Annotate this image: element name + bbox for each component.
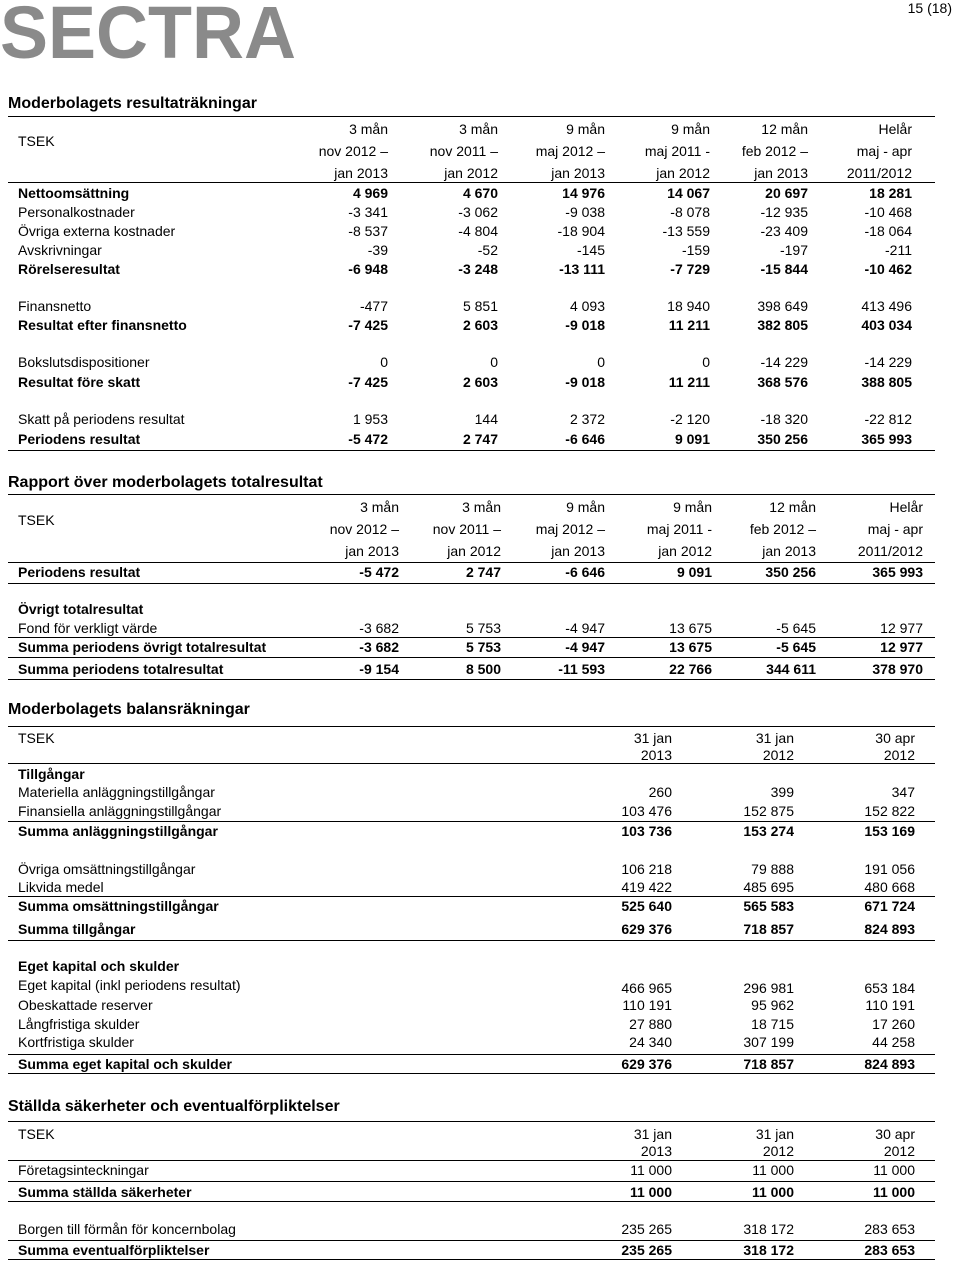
value-cell: 1 953 xyxy=(352,411,388,427)
column-header: 2013 xyxy=(640,1143,672,1159)
column-header: Helår xyxy=(889,499,923,515)
row-label: Eget kapital (inkl periodens resultat) xyxy=(18,977,241,993)
rule-line xyxy=(8,1240,935,1241)
row-label: Resultat efter finansnetto xyxy=(18,317,187,333)
value-cell: 382 805 xyxy=(757,317,808,333)
row-label: Summa tillgångar xyxy=(18,921,136,937)
value-cell: 152 875 xyxy=(743,803,794,819)
rule-line xyxy=(8,116,935,117)
section-title-resultat: Moderbolagets resultaträkningar xyxy=(8,95,257,112)
row-label: Resultat före skatt xyxy=(18,374,141,390)
value-cell: 12 977 xyxy=(880,620,923,636)
value-cell: -3 682 xyxy=(359,639,399,655)
value-cell: 485 695 xyxy=(743,879,794,895)
rule-line xyxy=(8,896,935,897)
column-header: maj 2012 – xyxy=(535,521,605,537)
rule-line xyxy=(8,940,935,941)
section-title-sakerheter: Ställda säkerheter och eventualförpliktelser xyxy=(8,1098,340,1115)
row-label: Övriga omsättningstillgångar xyxy=(18,861,196,877)
value-cell: -3 248 xyxy=(458,261,498,277)
value-cell: 14 976 xyxy=(562,185,605,201)
row-label: Summa eventualförpliktelser xyxy=(18,1242,210,1258)
value-cell: 2 372 xyxy=(569,411,605,427)
rule-line xyxy=(8,763,935,764)
sectra-logo xyxy=(0,2,300,64)
rule-line xyxy=(8,1181,935,1182)
value-cell: 419 422 xyxy=(621,879,672,895)
column-header: 31 jan xyxy=(633,730,672,746)
value-cell: -477 xyxy=(359,298,388,314)
unit-label: TSEK xyxy=(18,730,55,746)
row-label: Fond för verkligt värde xyxy=(18,620,158,636)
value-cell: 9 091 xyxy=(674,431,710,447)
column-header: jan 2012 xyxy=(444,165,498,181)
value-cell: 0 xyxy=(380,354,388,370)
value-cell: -159 xyxy=(681,242,710,258)
value-cell: -3 341 xyxy=(348,204,388,220)
value-cell: -3 062 xyxy=(458,204,498,220)
value-cell: 4 670 xyxy=(462,185,498,201)
value-cell: 671 724 xyxy=(864,898,915,914)
value-cell: -7 425 xyxy=(348,317,388,333)
column-header: maj 2011 - xyxy=(646,521,712,537)
value-cell: 18 940 xyxy=(667,298,710,314)
value-cell: 44 258 xyxy=(872,1034,915,1050)
column-header: 9 mån xyxy=(566,499,605,515)
value-cell: 283 653 xyxy=(864,1221,915,1237)
value-cell: 347 xyxy=(891,784,915,800)
value-cell: -7 425 xyxy=(348,374,388,390)
row-label: Periodens resultat xyxy=(18,431,141,447)
value-cell: 344 611 xyxy=(766,661,816,677)
value-cell: 413 496 xyxy=(861,298,912,314)
column-header: 2011/2012 xyxy=(857,543,923,559)
section-title-balans: Moderbolagets balansräkningar xyxy=(8,701,250,718)
value-cell: -13 111 xyxy=(559,261,605,277)
svg-text:SECTRA: SECTRA xyxy=(0,2,296,64)
value-cell: 824 893 xyxy=(864,1056,915,1072)
value-cell: -8 537 xyxy=(348,223,388,239)
value-cell: 260 xyxy=(648,784,672,800)
value-cell: -6 646 xyxy=(565,564,605,580)
value-cell: 103 736 xyxy=(621,823,672,839)
rule-line xyxy=(8,821,935,822)
column-header: 2012 xyxy=(762,747,794,763)
value-cell: 17 260 xyxy=(872,1016,915,1032)
page-number: 15 (18) xyxy=(907,0,952,16)
column-header: jan 2013 xyxy=(334,165,388,181)
column-header: jan 2012 xyxy=(656,165,710,181)
row-label: Övriga externa kostnader xyxy=(18,223,176,239)
value-cell: -15 844 xyxy=(760,261,808,277)
column-header: jan 2012 xyxy=(658,543,712,559)
value-cell: 95 962 xyxy=(751,997,794,1013)
unit-label: TSEK xyxy=(18,1126,55,1142)
rule-line xyxy=(8,657,935,658)
value-cell: -4 947 xyxy=(565,639,605,655)
column-header: Helår xyxy=(878,121,912,137)
value-cell: 388 805 xyxy=(861,374,912,390)
value-cell: 4 969 xyxy=(352,185,388,201)
value-cell: 13 675 xyxy=(669,620,712,636)
value-cell: -10 468 xyxy=(864,204,912,220)
value-cell: 307 199 xyxy=(743,1034,794,1050)
value-cell: -39 xyxy=(367,242,388,258)
value-cell: 350 256 xyxy=(765,564,816,580)
value-cell: 2 747 xyxy=(465,564,501,580)
row-label: Finansnetto xyxy=(18,298,92,314)
column-header: 9 mån xyxy=(671,121,710,137)
column-header: 9 mån xyxy=(566,121,605,137)
value-cell: 8 500 xyxy=(465,661,501,677)
value-cell: 20 697 xyxy=(765,185,808,201)
column-header: nov 2011 – xyxy=(429,143,498,159)
row-label: Tillgångar xyxy=(18,766,85,782)
unit-label: TSEK xyxy=(18,133,55,149)
value-cell: 466 965 xyxy=(621,980,672,996)
column-header: 30 apr xyxy=(875,730,915,746)
column-header: nov 2012 – xyxy=(329,521,399,537)
row-label: Obeskattade reserver xyxy=(18,997,153,1013)
column-header: 2013 xyxy=(640,747,672,763)
value-cell: -9 154 xyxy=(359,661,399,677)
column-header: maj 2012 – xyxy=(535,143,605,159)
column-header: feb 2012 – xyxy=(749,521,816,537)
row-label: Summa anläggningstillgångar xyxy=(18,823,218,839)
row-label: Borgen till förmån för koncernbolag xyxy=(18,1221,236,1237)
rule-line xyxy=(8,450,935,451)
row-label: Finansiella anläggningstillgångar xyxy=(18,803,222,819)
rule-line xyxy=(8,637,935,638)
value-cell: 824 893 xyxy=(864,921,915,937)
value-cell: 13 675 xyxy=(669,639,712,655)
value-cell: -5 645 xyxy=(776,620,816,636)
value-cell: -18 904 xyxy=(557,223,605,239)
column-header: jan 2013 xyxy=(551,165,605,181)
row-label: Materiella anläggningstillgångar xyxy=(18,784,215,800)
value-cell: -145 xyxy=(576,242,605,258)
value-cell: -7 729 xyxy=(670,261,710,277)
value-cell: -8 078 xyxy=(670,204,710,220)
value-cell: -2 120 xyxy=(670,411,710,427)
value-cell: 11 000 xyxy=(629,1184,672,1200)
section-title-totalresultat: Rapport över moderbolagets totalresultat xyxy=(8,474,323,491)
row-label: Avskrivningar xyxy=(18,242,102,258)
value-cell: 235 265 xyxy=(621,1242,672,1258)
value-cell: -12 935 xyxy=(760,204,808,220)
value-cell: 398 649 xyxy=(757,298,808,314)
value-cell: -211 xyxy=(885,242,912,258)
value-cell: -52 xyxy=(477,242,498,258)
column-header: jan 2013 xyxy=(762,543,816,559)
value-cell: 318 172 xyxy=(743,1221,794,1237)
value-cell: 5 851 xyxy=(462,298,498,314)
value-cell: 0 xyxy=(490,354,498,370)
value-cell: -9 018 xyxy=(565,374,605,390)
row-label: Rörelseresultat xyxy=(18,261,120,277)
column-header: 31 jan xyxy=(755,730,794,746)
column-header: 31 jan xyxy=(633,1126,672,1142)
row-label: Bokslutsdispositioner xyxy=(18,354,150,370)
row-label: Summa periodens totalresultat xyxy=(18,661,224,677)
value-cell: -6 646 xyxy=(565,431,605,447)
value-cell: 12 977 xyxy=(880,639,923,655)
value-cell: 24 340 xyxy=(629,1034,672,1050)
column-header: jan 2013 xyxy=(754,165,808,181)
value-cell: -9 038 xyxy=(565,204,605,220)
value-cell: 110 191 xyxy=(622,997,672,1013)
value-cell: 296 981 xyxy=(743,980,794,996)
value-cell: 0 xyxy=(597,354,605,370)
value-cell: -22 812 xyxy=(864,411,912,427)
value-cell: -3 682 xyxy=(359,620,399,636)
value-cell: 283 653 xyxy=(864,1242,915,1258)
column-header: nov 2012 – xyxy=(318,143,388,159)
value-cell: 2 603 xyxy=(462,374,498,390)
value-cell: 480 668 xyxy=(864,879,915,895)
row-label: Företagsinteckningar xyxy=(18,1162,149,1178)
row-label: Periodens resultat xyxy=(18,564,141,580)
value-cell: -6 948 xyxy=(348,261,388,277)
unit-label: TSEK xyxy=(18,512,55,528)
value-cell: 399 xyxy=(770,784,794,800)
value-cell: -18 320 xyxy=(760,411,808,427)
value-cell: 0 xyxy=(702,354,710,370)
column-header: maj - apr xyxy=(867,521,923,537)
value-cell: 5 753 xyxy=(465,620,501,636)
subheading: Övrigt totalresultat xyxy=(18,601,144,617)
row-label: Eget kapital och skulder xyxy=(18,958,180,974)
rule-line xyxy=(8,1054,935,1055)
value-cell: 365 993 xyxy=(861,431,912,447)
column-header: 2012 xyxy=(883,747,915,763)
value-cell: 365 993 xyxy=(872,564,923,580)
row-label: Nettoomsättning xyxy=(18,185,130,201)
value-cell: 5 753 xyxy=(465,639,501,655)
value-cell: -5 645 xyxy=(776,639,816,655)
column-header: jan 2012 xyxy=(447,543,501,559)
value-cell: -13 559 xyxy=(662,223,710,239)
rule-line xyxy=(8,1073,935,1074)
rule-line xyxy=(8,182,935,183)
column-header: 3 mån xyxy=(349,121,388,137)
value-cell: 11 211 xyxy=(668,374,710,390)
value-cell: 368 576 xyxy=(757,374,808,390)
value-cell: -14 229 xyxy=(864,354,912,370)
value-cell: 11 211 xyxy=(668,317,710,333)
column-header: 12 mån xyxy=(769,499,816,515)
value-cell: -4 947 xyxy=(565,620,605,636)
value-cell: 144 xyxy=(474,411,498,427)
value-cell: -9 018 xyxy=(565,317,605,333)
value-cell: 235 265 xyxy=(621,1221,672,1237)
value-cell: 525 640 xyxy=(621,898,672,914)
column-header: 3 mån xyxy=(360,499,399,515)
value-cell: 191 056 xyxy=(864,861,915,877)
value-cell: 103 476 xyxy=(621,803,672,819)
rule-line xyxy=(8,1121,935,1122)
value-cell: 318 172 xyxy=(743,1242,794,1258)
column-header: 2012 xyxy=(883,1143,915,1159)
row-label: Summa eget kapital och skulder xyxy=(18,1056,232,1072)
value-cell: -11 593 xyxy=(558,661,605,677)
column-header: maj 2011 - xyxy=(644,143,710,159)
rule-line xyxy=(8,726,935,727)
value-cell: -197 xyxy=(779,242,808,258)
column-header: 9 mån xyxy=(673,499,712,515)
row-label: Summa periodens övrigt totalresultat xyxy=(18,639,267,655)
value-cell: 4 093 xyxy=(569,298,605,314)
value-cell: 152 822 xyxy=(864,803,915,819)
column-header: nov 2011 – xyxy=(432,521,501,537)
column-header: 3 mån xyxy=(459,121,498,137)
rule-line xyxy=(8,1201,935,1202)
column-header: jan 2013 xyxy=(345,543,399,559)
value-cell: 11 000 xyxy=(873,1162,915,1178)
value-cell: 18 281 xyxy=(869,185,912,201)
value-cell: 350 256 xyxy=(757,431,808,447)
value-cell: 378 970 xyxy=(872,661,923,677)
value-cell: 403 034 xyxy=(861,317,912,333)
value-cell: 153 169 xyxy=(864,823,915,839)
rule-line xyxy=(8,1259,935,1260)
value-cell: 629 376 xyxy=(621,921,672,937)
row-label: Skatt på periodens resultat xyxy=(18,411,185,427)
column-header: 3 mån xyxy=(462,499,501,515)
value-cell: -14 229 xyxy=(760,354,808,370)
value-cell: 79 888 xyxy=(751,861,794,877)
value-cell: 22 766 xyxy=(669,661,712,677)
value-cell: 14 067 xyxy=(667,185,710,201)
column-header: 31 jan xyxy=(755,1126,794,1142)
value-cell: 106 218 xyxy=(621,861,672,877)
value-cell: 27 880 xyxy=(629,1016,672,1032)
row-label: Långfristiga skulder xyxy=(18,1016,140,1032)
rule-line xyxy=(8,1160,935,1161)
value-cell: 565 583 xyxy=(743,898,794,914)
value-cell: 11 000 xyxy=(872,1184,915,1200)
value-cell: -18 064 xyxy=(864,223,912,239)
rule-line xyxy=(8,494,935,495)
rule-line xyxy=(8,679,935,680)
column-header: 2012 xyxy=(762,1143,794,1159)
column-header: 30 apr xyxy=(875,1126,915,1142)
value-cell: 11 000 xyxy=(752,1162,794,1178)
row-label: Summa ställda säkerheter xyxy=(18,1184,192,1200)
value-cell: 653 184 xyxy=(864,980,915,996)
value-cell: 2 603 xyxy=(462,317,498,333)
row-label: Summa omsättningstillgångar xyxy=(18,898,219,914)
column-header: 2011/2012 xyxy=(846,165,912,181)
value-cell: 110 191 xyxy=(865,997,915,1013)
row-label: Kortfristiga skulder xyxy=(18,1034,134,1050)
value-cell: 2 747 xyxy=(462,431,498,447)
rule-line xyxy=(8,583,935,584)
value-cell: -4 804 xyxy=(458,223,498,239)
value-cell: -23 409 xyxy=(760,223,808,239)
row-label: Personalkostnader xyxy=(18,204,135,220)
value-cell: 153 274 xyxy=(743,823,794,839)
rule-line xyxy=(8,562,935,563)
column-header: 12 mån xyxy=(761,121,808,137)
value-cell: 718 857 xyxy=(743,921,794,937)
value-cell: -5 472 xyxy=(359,564,399,580)
value-cell: 629 376 xyxy=(621,1056,672,1072)
value-cell: 718 857 xyxy=(743,1056,794,1072)
column-header: maj - apr xyxy=(856,143,912,159)
row-label: Likvida medel xyxy=(18,879,104,895)
value-cell: -5 472 xyxy=(348,431,388,447)
value-cell: 11 000 xyxy=(751,1184,794,1200)
value-cell: 18 715 xyxy=(751,1016,794,1032)
value-cell: 9 091 xyxy=(676,564,712,580)
value-cell: -10 462 xyxy=(864,261,912,277)
column-header: feb 2012 – xyxy=(741,143,808,159)
column-header: jan 2013 xyxy=(551,543,605,559)
value-cell: 11 000 xyxy=(630,1162,672,1178)
